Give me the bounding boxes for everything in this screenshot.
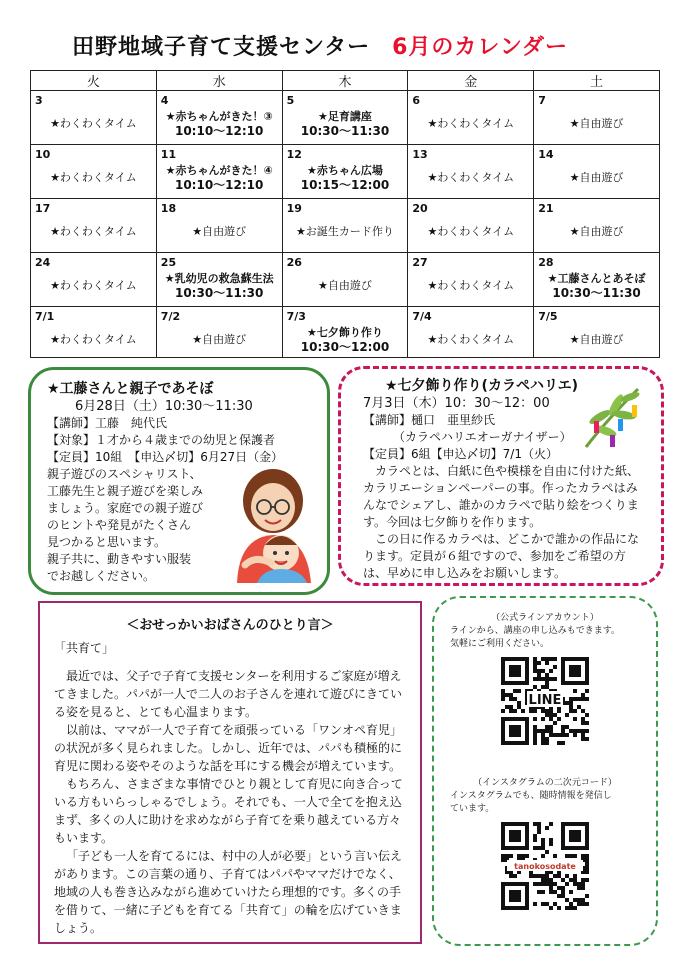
day-event-time: 10:30～11:30 [174, 286, 264, 300]
line-logo-text: LINE [528, 693, 562, 708]
center-name: 田野地域子育て支援センター [72, 35, 371, 60]
day-event: ★わくわくタイム [427, 333, 515, 346]
insta-qr-text-1: インスタグラムでも、随時情報を発信し [450, 791, 612, 801]
column-paragraph: もちろん、さまざまな事情でひとり親として育児に向き合っている方もいらっしゃるでしょう。それでも、一人で全てを抱え込まず、多くの人に助けを求めながら子育てを乗り越えている方々もいます。 [54, 777, 403, 845]
day-event: ★わくわくタイム [427, 117, 515, 130]
day-number: 7 [538, 94, 546, 107]
calendar-table [30, 70, 660, 358]
day-event: ★わくわくタイム [427, 171, 515, 184]
calendar-day-cell [156, 307, 282, 358]
weekday-header: 水 [156, 71, 282, 91]
instagram-handle-text: tanokosodate [514, 862, 576, 871]
day-event: ★わくわくタイム [50, 333, 137, 346]
kudo-desc-line: 親子共に、動きやすい服装 [47, 552, 192, 566]
day-number: 25 [160, 256, 177, 269]
column-paragraph: 「子ども一人を育てるには、村中の人が必要」という言い伝えがあります。この言葉の通り、子育てはパパやママだけでなく、地域の人も巻き込みながら進めていけたら理想的です。多くの手を借りて、一緒に子どもを育てる「共育て」の輪を広げていきましょう。 [54, 849, 403, 935]
day-event-time: 10:30～11:30 [552, 286, 641, 300]
day-number: 7/1 [35, 310, 55, 323]
day-event: ★工藤さんとあそぼ [547, 272, 646, 285]
calendar-day-cell [408, 145, 534, 199]
kudo-lecturer: 【講師】工藤 純代氏 [47, 416, 168, 430]
day-number: 12 [286, 148, 302, 161]
column-body [54, 639, 406, 937]
calendar-week-row [31, 91, 660, 145]
day-event: ★乳幼児の救急蘇生法 [164, 272, 274, 285]
day-event: ★自由遊び [192, 225, 247, 238]
weekday-header-row [31, 71, 660, 91]
page-title [72, 30, 568, 61]
day-event: ★自由遊び [569, 333, 624, 346]
day-number: 3 [35, 94, 43, 107]
kudo-target: 【対象】１才から４歳までの幼児と保護者 [47, 433, 276, 447]
day-number: 6 [412, 94, 421, 107]
calendar-day-cell [408, 307, 534, 358]
day-number: 17 [35, 202, 51, 215]
calendar-day-cell [408, 253, 534, 307]
weekday-header: 金 [408, 71, 534, 91]
calendar-day-cell [408, 199, 534, 253]
tanabata-bamboo-illustration [576, 381, 646, 451]
day-number: 7/3 [286, 310, 306, 323]
day-event-time: 10:15～12:00 [300, 178, 390, 192]
day-event: ★自由遊び [318, 279, 372, 292]
insta-qr-caption: （インスタグラムの二次元コード） [473, 778, 617, 788]
day-number: 21 [538, 202, 554, 215]
calendar-week-row [31, 307, 660, 358]
day-number: 7/4 [412, 310, 432, 323]
day-number: 26 [286, 256, 302, 269]
day-event: ★赤ちゃん広場 [307, 164, 383, 177]
day-event: ★自由遊び [569, 117, 624, 130]
column-title: ＜おせっかいおばさんのひとり言＞ [126, 618, 334, 633]
calendar-day-cell [408, 91, 534, 145]
calendar-day-cell [534, 253, 660, 307]
day-number: 28 [538, 256, 554, 269]
day-number: 27 [412, 256, 428, 269]
day-number: 19 [286, 202, 302, 215]
day-event: ★わくわくタイム [50, 225, 137, 238]
day-number: 20 [412, 202, 428, 215]
day-number: 18 [160, 202, 177, 215]
calendar-day-cell [282, 91, 408, 145]
day-event: ★自由遊び [192, 333, 247, 346]
calendar-day-cell [534, 199, 660, 253]
day-event: ★わくわくタイム [50, 279, 137, 292]
day-number: 14 [538, 148, 554, 161]
kudo-desc-line: 工藤先生と親子遊びを楽しみ [47, 484, 204, 498]
calendar-day-cell [282, 145, 408, 199]
qr-codes-box [432, 596, 658, 946]
day-event: ★わくわくタイム [427, 279, 515, 292]
day-number: 5 [286, 94, 295, 107]
tanabata-para-2: この日に作るカラペは、どこかで誰かの作品になります。定員が６組ですので、参加をご希望の方は、早めに申し込みをお願いします。 [363, 532, 640, 580]
day-number: 4 [160, 94, 169, 107]
calendar-day-cell [31, 253, 157, 307]
calendar-week-row [31, 253, 660, 307]
calendar-day-cell [282, 307, 408, 358]
calendar-title: 6月のカレンダー [392, 35, 569, 60]
parent-child-illustration [215, 465, 323, 583]
day-event: ★わくわくタイム [50, 171, 137, 184]
tanabata-organizer: （カラペハリエオーガナイザー） [393, 430, 572, 444]
calendar-day-cell [534, 91, 660, 145]
calendar-day-cell [156, 199, 282, 253]
day-event: ★自由遊び [569, 171, 624, 184]
weekday-header: 土 [534, 71, 660, 91]
calendar-week-row [31, 145, 660, 199]
kudo-date: 6月28日（土）10:30～11:30 [75, 399, 253, 414]
day-number: 24 [35, 256, 51, 269]
day-number: 13 [412, 148, 428, 161]
calendar-day-cell [31, 145, 157, 199]
day-number: 10 [35, 148, 51, 161]
day-event: ★赤ちゃんがきた！③ [165, 110, 273, 123]
calendar-day-cell [31, 91, 157, 145]
calendar-day-cell [156, 253, 282, 307]
day-event: ★赤ちゃんがきた！④ [165, 164, 273, 177]
day-event-time: 10:30～11:30 [300, 124, 390, 138]
day-event: ★七夕飾り作り [307, 326, 383, 339]
calendar-day-cell [282, 199, 408, 253]
column-paragraph: 以前は、ママが一人で子育てを頑張っている「ワンオペ育児」の状況が多く見られました。しかし、近年では、パパも積極的に育児に関わる姿やそのような話を耳にする機会が増えています。 [54, 723, 403, 773]
line-qr-caption: （公式ラインアカウント） [491, 613, 599, 623]
tanabata-capacity: 【定員】6組【申込〆切】7/1（火） [363, 447, 558, 461]
kudo-desc-line: でお越しください。 [47, 569, 156, 583]
tanabata-para-1: カラペとは、白紙に色や模様を自由に付けた紙、カラリエーションペーパーの事。作ったカラペはみんなでシェアし、誰かのカラペで貼り絵をつくります。今回は七夕飾りを作ります。 [363, 464, 640, 529]
day-number: 7/2 [160, 310, 181, 323]
calendar-day-cell [282, 253, 408, 307]
day-event: ★お誕生カード作り [296, 225, 394, 238]
column-box [38, 601, 422, 944]
calendar-day-cell [31, 199, 157, 253]
day-event: ★わくわくタイム [427, 225, 515, 238]
day-event-time: 10:30～12:00 [300, 340, 390, 354]
kudo-desc-line: のヒントや発見がたくさん [47, 518, 192, 532]
kudo-desc-line: 親子遊びのスペシャリスト、 [47, 467, 202, 481]
calendar-day-cell [156, 91, 282, 145]
weekday-header: 木 [282, 71, 408, 91]
tanabata-date: 7月3日（木）10：30～12：00 [363, 396, 550, 411]
day-number: 7/5 [538, 310, 558, 323]
calendar-day-cell [156, 145, 282, 199]
column-paragraph: 最近では、父子で子育て支援センターを利用するご家庭が増えてきました。パパが一人で二人のお子さんを連れて遊びにきている姿を見ると、とても心温まります。 [54, 669, 403, 719]
tanabata-lecturer: 【講師】樋口 亜里紗氏 [363, 413, 496, 427]
day-event: ★わくわくタイム [50, 117, 137, 130]
calendar-day-cell [31, 307, 157, 358]
column-subtitle: 「共育て」 [54, 641, 115, 655]
calendar-day-cell [534, 145, 660, 199]
day-event: ★足育講座 [318, 110, 372, 123]
kudo-title: ★工藤さんと親子であそぼ [47, 381, 214, 397]
calendar-day-cell [534, 307, 660, 358]
insta-qr-text-2: ています。 [450, 804, 495, 814]
day-event-time: 10:10～12:10 [174, 178, 264, 192]
calendar-week-row [31, 199, 660, 253]
weekday-header: 火 [31, 71, 157, 91]
kudo-desc-line: 見つかると思います。 [47, 535, 167, 549]
day-number: 11 [160, 148, 177, 161]
instagram-qr-code[interactable] [501, 822, 589, 910]
day-event-time: 10:10～12:10 [174, 124, 264, 138]
line-qr-text-1: ラインから、講座の申し込みもできます。 [450, 626, 621, 636]
day-event: ★自由遊び [569, 225, 624, 238]
kudo-desc-line: ましょう。家庭での親子遊び [47, 501, 204, 515]
tanabata-title: ★七夕飾り作り(カラペハリエ) [385, 378, 579, 394]
kudo-capacity: 【定員】10組 【申込〆切】6月27日（金） [47, 450, 284, 464]
line-qr-text-2: 気軽にご利用ください。 [450, 639, 550, 649]
line-qr-code[interactable] [501, 657, 589, 745]
